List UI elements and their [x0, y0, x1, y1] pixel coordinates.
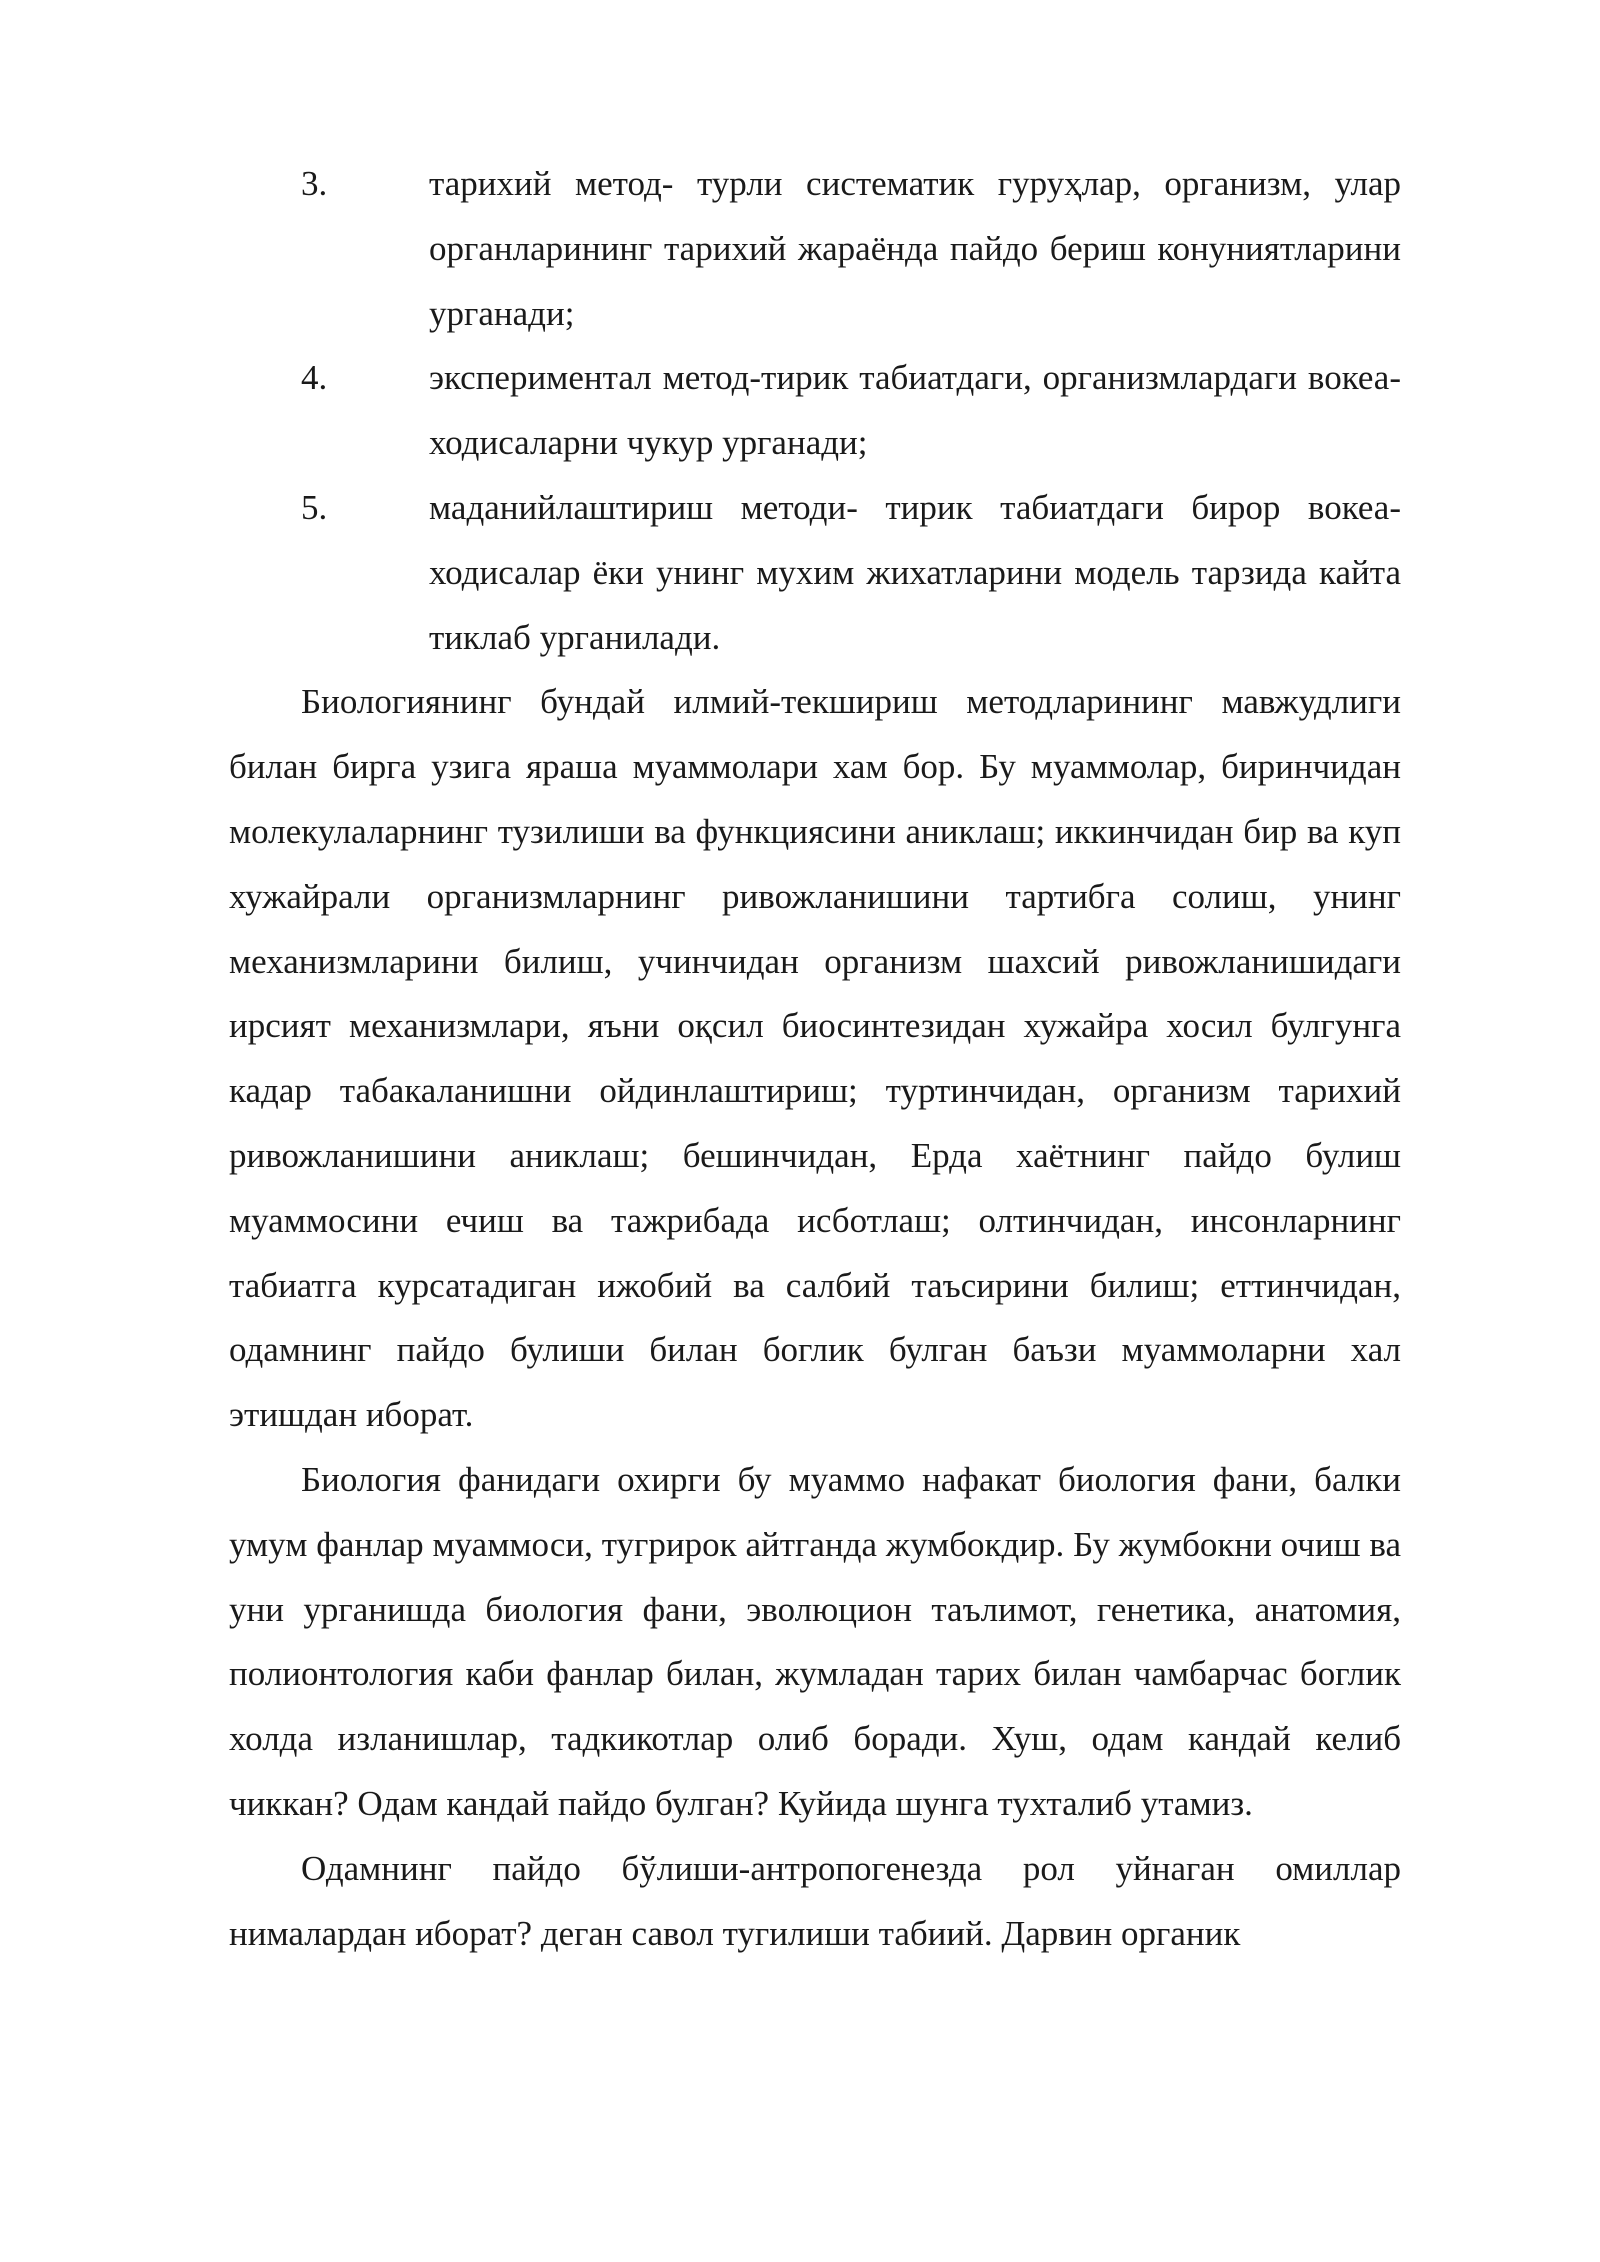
list-number: 4. [301, 358, 328, 398]
list-item-5 [229, 476, 1401, 670]
list-number: 5. [301, 487, 328, 527]
list-item-3 [229, 152, 1401, 346]
paragraph-mystery: Биология фанидаги охирги бу муаммо нафакат биология фани, балки умум фанлар муаммоси, тугрирок айтганда жумбокдир. Бу жумбокни очиш ва уни урганишда биология фани, эволюцион таълимот, генетика, анатомия, полионтология каби фанлар билан, жумладан тарих билан чамбарчас боглик холда изланишлар, тадкикотлар олиб боради. Хуш, одам кандай келиб чиккан? Одам кандай пайдо булган? Куйида шунга тухталиб утамиз. [229, 1459, 1401, 1823]
paragraph-problems: Биологиянинг бундай илмий-текшириш методларининг мавжудлиги билан бирга узига яраша муаммолари хам бор. Бу муаммолар, биринчидан молекулаларнинг тузилиши ва функциясини аниклаш; иккинчидан бир ва куп хужайрали организмларнинг ривожланишини тартибга солиш, унинг механизмларини билиш, учинчидан организм шахсий ривожланишидаги ирсият механизмлари, яъни оқсил биосинтезидан хужайра хосил булгунга кадар табакаланишни ойдинлаштириш; туртинчидан, организм тарихий ривожланишини аниклаш; бешинчидан, Ерда хаётнинг пайдо булиш муаммосини ечиш ва тажрибада исботлаш; олтинчидан, инсонларнинг табиатга курсатадиган ижобий ва салбий таъсирини билиш; еттинчидан, одамнинг пайдо булиши билан боглик булган баъзи муаммоларни хал этишдан иборат. [229, 682, 1401, 1435]
list-item-text: маданийлаштириш методи- тирик табиатдаги бирор вокеа-ходисалар ёки унинг мухим жихатларини модель тарзида кайта тиклаб урганилади. [429, 487, 1401, 657]
document-page [229, 152, 1401, 1966]
paragraph-anthropogenesis: Одамнинг пайдо бўлиши-антропогенезда рол уйнаган омиллар нималардан иборат? деган савол тугилиши табиий. Дарвин органик [229, 1848, 1401, 1953]
list-item-text: экспериментал метод-тирик табиатдаги, организмлардаги вокеа-ходисаларни чукур урганади; [429, 358, 1401, 463]
list-number: 3. [301, 164, 328, 203]
list-item-4 [229, 346, 1401, 476]
list-item-text: тарихий метод- турли систематик гуруҳлар, организм, улар органларининг тарихий жараёнда пайдо бериш конуниятларини урганади; [429, 164, 1401, 333]
